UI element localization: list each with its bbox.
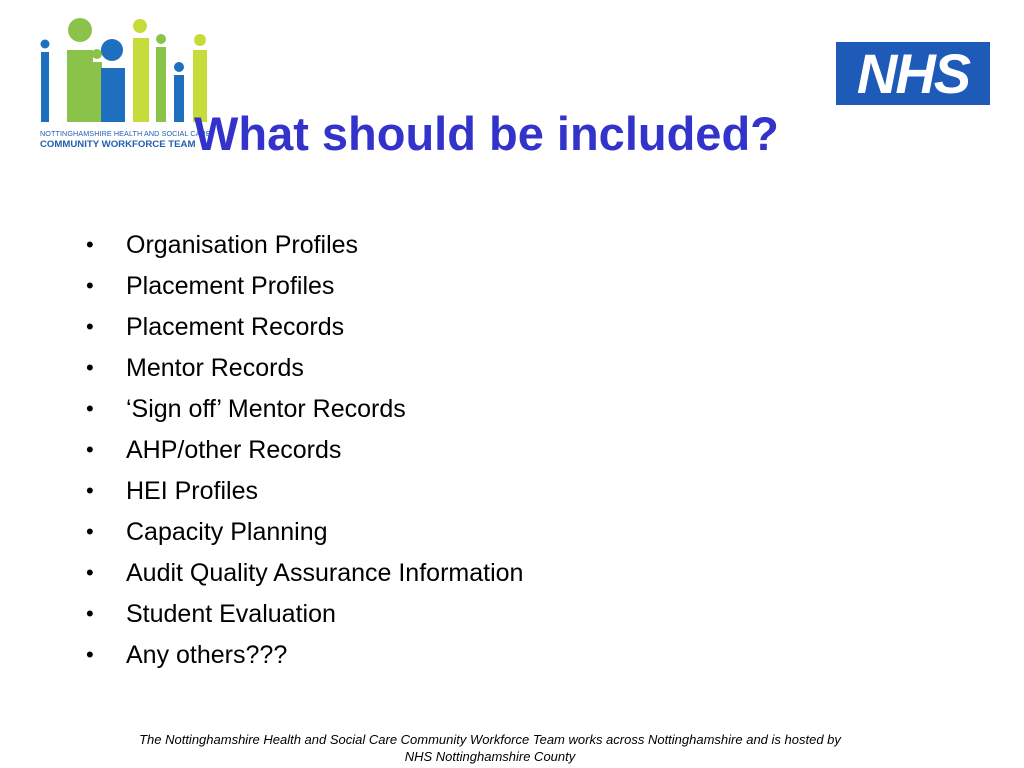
list-item-text: Organisation Profiles bbox=[126, 231, 359, 259]
list-item-text: Audit Quality Assurance Information bbox=[126, 559, 524, 587]
list-item-text: Mentor Records bbox=[126, 354, 304, 382]
list-item bbox=[86, 554, 523, 595]
bullet-list bbox=[86, 226, 523, 677]
bullet-icon: • bbox=[86, 601, 94, 626]
list-item-text: Student Evaluation bbox=[126, 600, 336, 628]
bullet-icon: • bbox=[86, 642, 94, 667]
footer-line-1: The Nottinghamshire Health and Social Care Community Workforce Team works across Nottinghamshire and is hosted by bbox=[139, 732, 841, 747]
list-item bbox=[86, 513, 523, 554]
logo-team-line: COMMUNITY WORKFORCE TEAM bbox=[40, 139, 196, 150]
list-item-text: ‘Sign off’ Mentor Records bbox=[126, 395, 406, 423]
footer bbox=[90, 731, 890, 765]
people-figures-icon bbox=[36, 14, 216, 129]
logo-org-line: NOTTINGHAMSHIRE HEALTH AND SOCIAL CARE bbox=[40, 129, 211, 138]
footer-line-2: NHS Nottinghamshire County bbox=[404, 749, 576, 764]
list-item bbox=[86, 431, 523, 472]
bullet-icon: • bbox=[86, 232, 94, 257]
bullet-icon: • bbox=[86, 478, 94, 503]
list-item bbox=[86, 636, 523, 677]
list-item-text: Capacity Planning bbox=[126, 518, 328, 546]
list-item bbox=[86, 472, 523, 513]
slide-title: What should be included? bbox=[194, 107, 779, 160]
bullet-icon: • bbox=[86, 355, 94, 380]
bullet-icon: • bbox=[86, 396, 94, 421]
list-item bbox=[86, 390, 523, 431]
list-item bbox=[86, 595, 523, 636]
bullet-icon: • bbox=[86, 437, 94, 462]
list-item-text: Placement Records bbox=[126, 313, 345, 341]
bullet-icon: • bbox=[86, 519, 94, 544]
bullet-icon: • bbox=[86, 273, 94, 298]
list-item-text: Any others??? bbox=[126, 641, 288, 669]
list-item-text: HEI Profiles bbox=[126, 477, 258, 505]
list-item bbox=[86, 226, 523, 267]
list-item bbox=[86, 308, 523, 349]
list-item bbox=[86, 267, 523, 308]
list-item bbox=[86, 349, 523, 390]
bullet-icon: • bbox=[86, 314, 94, 339]
nhs-logo: NHS bbox=[836, 42, 990, 105]
bullet-icon: • bbox=[86, 560, 94, 585]
list-item-text: AHP/other Records bbox=[126, 436, 342, 464]
list-item-text: Placement Profiles bbox=[126, 272, 335, 300]
